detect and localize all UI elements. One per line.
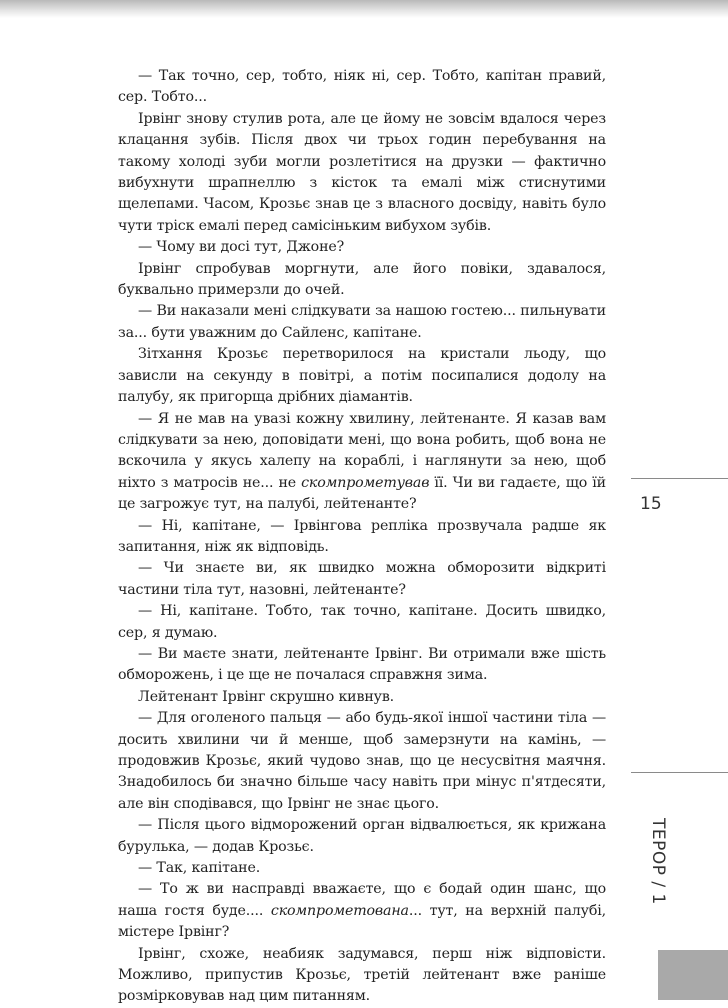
italic-text: скомпрометована	[270, 902, 409, 919]
paragraph: — Ви наказали мені слідкувати за нашою гостею... пильнувати за... бути уважним до Сайленс, капітане.	[118, 303, 606, 341]
text-run: — Я не мав на увазі кожну хвилину, лейтенанте. Я казав вам слідкувати за нею, доповідати мені, що вона робить, щоб вона не вскочила у якусь халепу на кораблі, і наглянути за нею, щоб ніхто з матросів не... не	[118, 410, 606, 491]
paragraph: Ірвінг знову стулив рота, але це йому не зовсім вдалося через клацання зубів. Після двох чи трьох годин перебування на такому холоді зуби могли розлетітися на друзки — фактично вибухнути шрапнеллю з кісток та емалі між стиснутими щелепами. Часом, Крозьє знав це з власного досвіду, навіть було чути тріск емалі перед самісіньким вибухом зубів.	[118, 110, 606, 234]
paragraph: Лейтенант Ірвінг скрушно кивнув.	[138, 688, 395, 705]
paragraph: Ірвінг, схоже, неабияк задумався, перш ніж відповісти. Можливо, припустив Крозьє, третій лейтенант вже раніше розмірковував над цим питанням.	[118, 945, 606, 1005]
running-title: ТЕРОР / 1	[648, 818, 668, 905]
italic-text: скомпрометував	[301, 474, 430, 491]
paragraph: — Чи знаєте ви, як швидко можна обморозити відкриті частини тіла тут, назовні, лейтенанте?	[118, 560, 606, 598]
paragraph: — Так точно, сер, тобто, ніяк ні, сер. Тобто, капітан правий, сер. Тобто...	[118, 68, 606, 106]
paragraph: — Ні, капітане, — Ірвінгова репліка прозвучала радше як запитання, ніж як відповідь.	[118, 517, 606, 555]
page-number: 15	[640, 494, 662, 514]
margin-rule-bottom	[631, 772, 728, 773]
page-top-shadow	[0, 0, 728, 18]
paragraph: — Після цього відморожений орган відвалюється, як крижана бурулька, — додав Крозьє.	[118, 817, 606, 855]
paragraph: Ірвінг спробував моргнути, але його повіки, здавалося, буквально примерзли до очей.	[118, 260, 606, 299]
paragraph: — Чому ви досі тут, Джоне?	[138, 239, 345, 256]
paragraph	[118, 409, 606, 516]
paragraph: — Для оголеного пальця — або будь-якої іншої частини тіла — досить хвилини чи й менше, щоб замерзнути на камінь, — продовжив Крозьє, який чудово знав, що це несусвітня маячня. Знадобилось би значно більше часу навіть при мінус п'ятдесяти, але він сподівався, що Ірвінг не знає цього.	[118, 710, 606, 812]
paragraph: — Так, капітане.	[138, 860, 261, 877]
paragraph	[118, 879, 606, 943]
text-run: її. Чи ви гадаєте, що їй це загрожує тут, на палубі, лейтенанте?	[118, 474, 606, 513]
paragraph: Зітхання Крозьє перетворилося на кристали льоду, що зависли на секунду в повітрі, а потім посипалися додолу на палубу, як пригорща дрібних діамантів.	[118, 346, 606, 406]
paragraph: — Ні, капітане. Тобто, так точно, капітане. Досить швидко, сер, я думаю.	[118, 603, 606, 641]
text-run: — То ж ви насправді вважаєте, що є бодай один шанс, що наша гостя буде....	[118, 881, 606, 919]
chapter-thumb-tab	[658, 950, 728, 1000]
text-run: ... тут, на верхній палубі, містере Ірвінг?	[118, 902, 606, 941]
margin-rule-top	[631, 478, 728, 479]
body-text	[118, 66, 606, 1008]
paragraph: — Ви маєте знати, лейтенанте Ірвінг. Ви отримали вже шість обморожень, і це ще не почалася справжня зима.	[118, 645, 606, 684]
